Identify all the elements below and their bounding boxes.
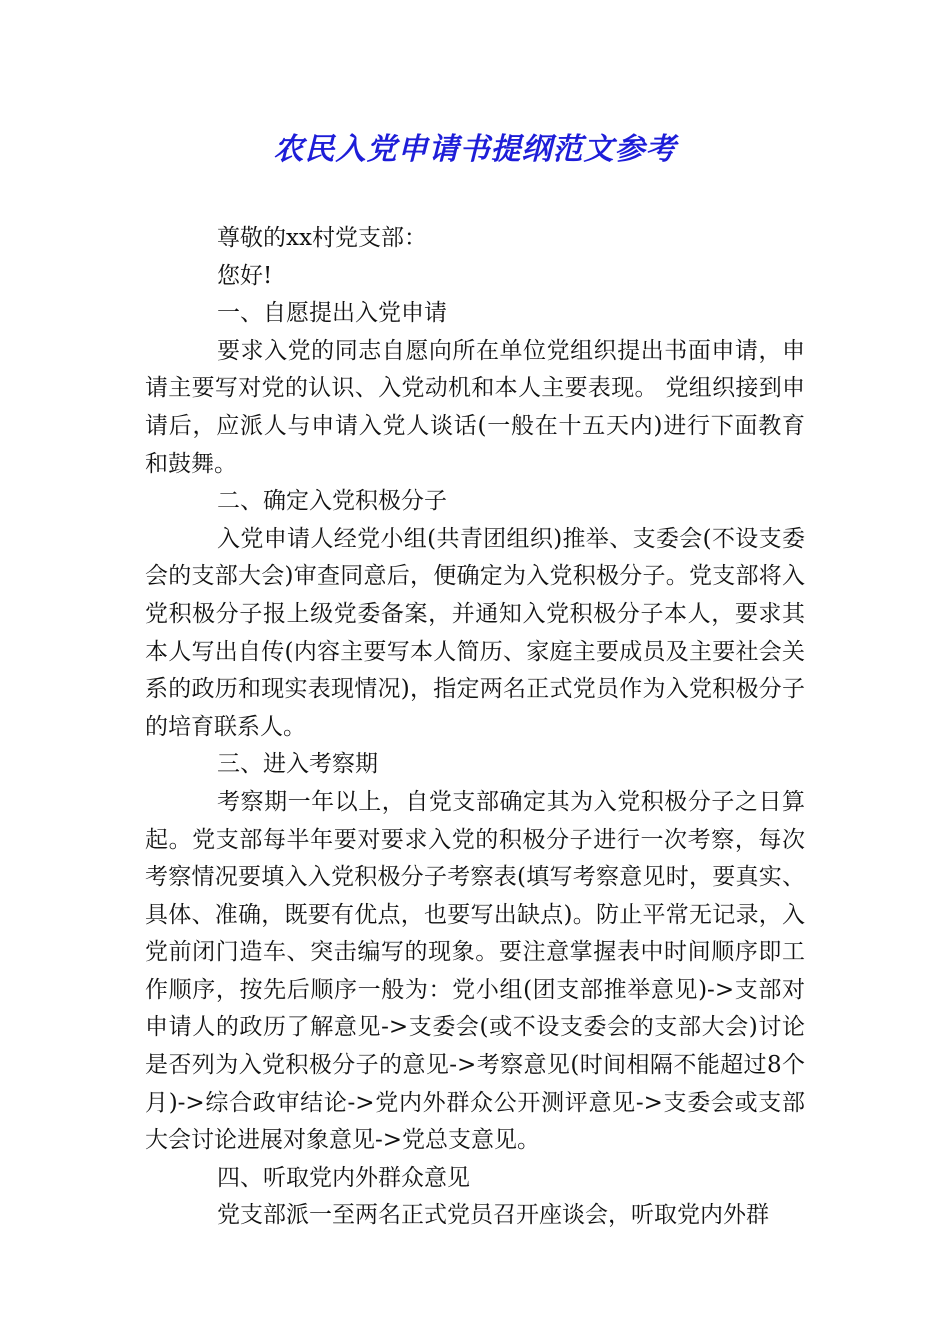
document-title: 农民入党申请书提纲范文参考 <box>273 132 677 167</box>
greeting: 您好! <box>217 262 273 289</box>
salutation: 尊敬的xx村党支部： <box>217 225 427 251</box>
section-heading-2: 二、确定入党积极分子 <box>217 488 447 515</box>
section-heading-4: 四、听取党内外群众意见 <box>217 1164 470 1191</box>
section-paragraph-3: 考察期一年以上，自党支部确定其为入党积极分子之日算起。党支部每半年要对要求入党的积极分子进行一次考察，每次考察情况要填入入党积极分子考察表(填写考察意见时，要真实、具体、准确，既要有优点，也要写出缺点)。防止平常无记录，入党前闭门造车、突击编写的现象。要注意掌握表中时间顺序即工作顺序，按先后顺序一般为：党小组(团支部推举意见)->支部对申请人的政历了解意见->支委会(或不设支委会的支部大会)讨论是否列为入党积极分子的意见->考察意见(时间相隔不能超过8个月)->综合政审结论->党内外群众公开测评意见->支委会或支部大会讨论进展对象意见->党总支意见。 <box>145 788 805 1154</box>
section-heading-1: 一、自愿提出入党申请 <box>217 300 447 327</box>
document-body <box>145 220 805 1235</box>
section-heading-3: 三、进入考察期 <box>217 751 378 778</box>
section-paragraph-2: 入党申请人经党小组(共青团组织)推举、支委会(不设支委会的支部大会)审查同意后，便确定为入党积极分子。党支部将入党积极分子报上级党委备案，并通知入党积极分子本人，要求其本人写出自传(内容主要写本人简历、家庭主要成员及主要社会关系的政历和现实表现情况)，指定两名正式党员作为入党积极分子的培育联系人。 <box>145 525 805 740</box>
section-paragraph-4: 党支部派一至两名正式党员召开座谈会，听取党内外群 <box>217 1202 769 1229</box>
section-paragraph-1: 要求入党的同志自愿向所在单位党组织提出书面申请，申请主要写对党的认识、入党动机和本人主要表现。 党组织接到申请后，应派人与申请入党人谈话(一般在十五天内)进行下面教育和鼓舞。 <box>145 337 805 477</box>
